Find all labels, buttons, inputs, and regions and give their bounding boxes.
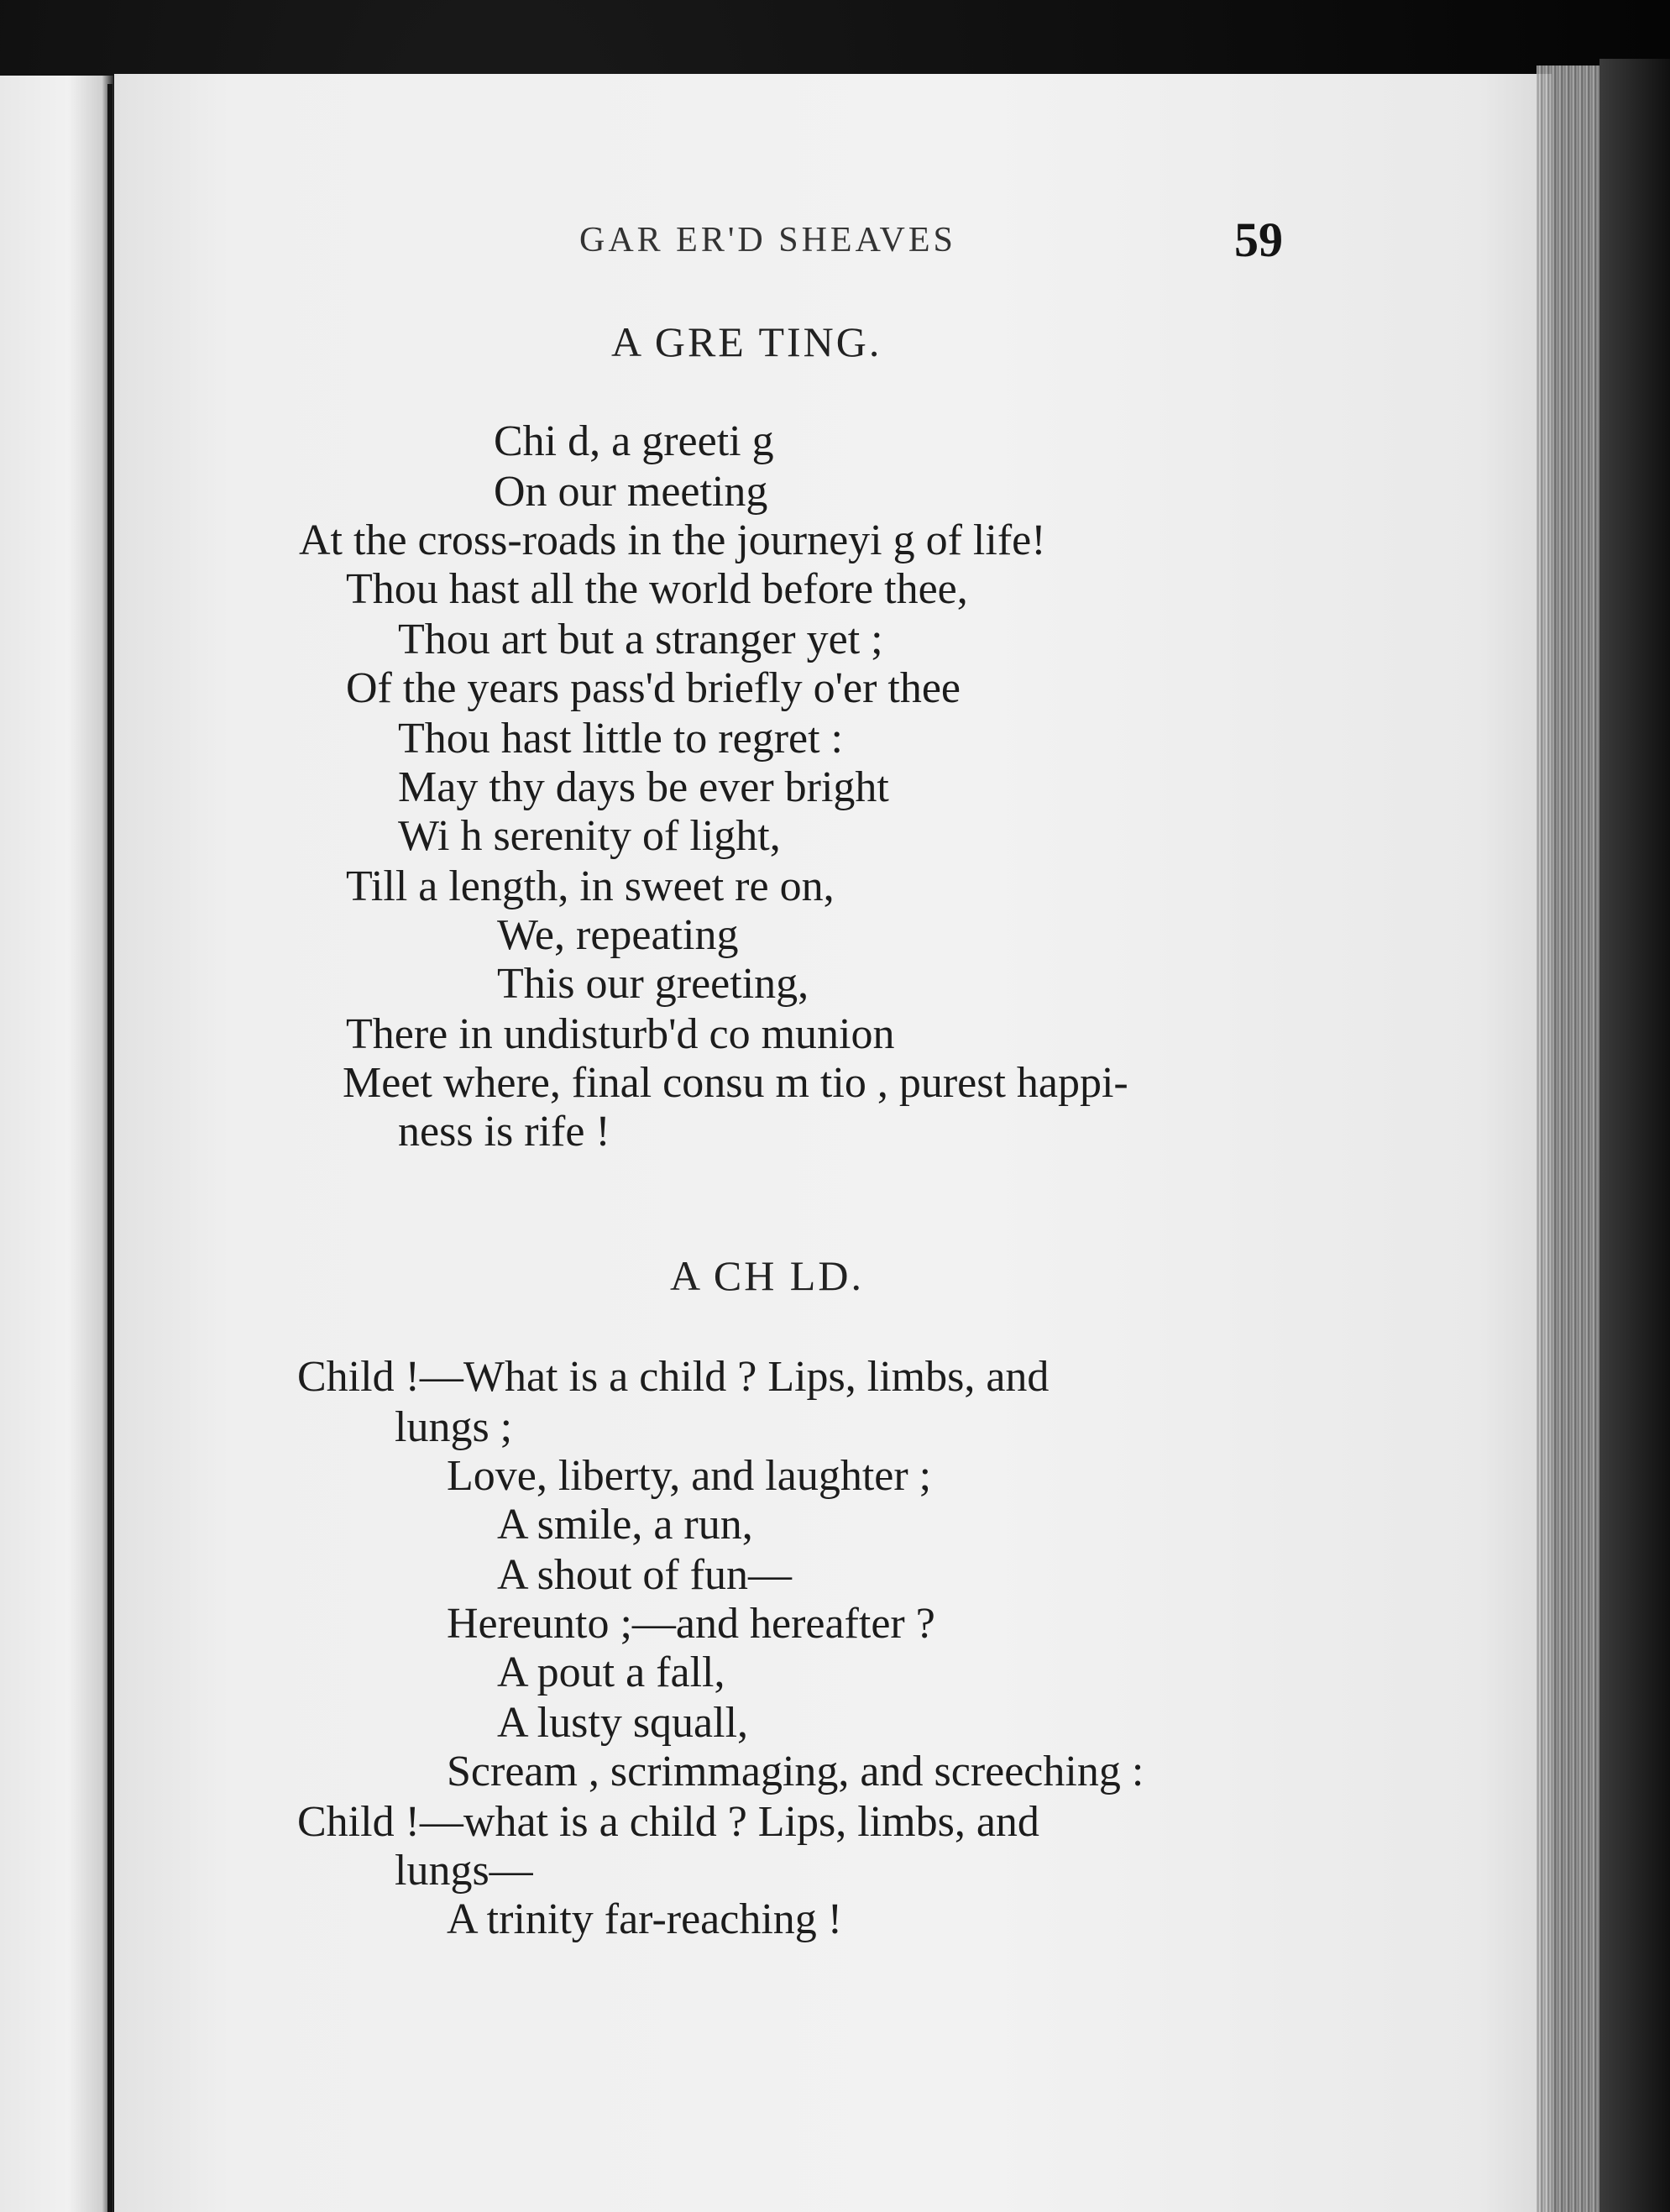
poem-line: Love, liberty, and laughter ; [447, 1452, 932, 1500]
running-head: GAR ER'D SHEAVES [579, 221, 956, 259]
poem-title-greeting: A GRE TING. [611, 318, 882, 365]
page-number: 59 [1234, 212, 1283, 267]
page-sheet [114, 74, 1552, 2212]
book-cover-edge [1599, 59, 1670, 2212]
poem-line: lungs ; [395, 1403, 513, 1451]
poem-line: Child !—What is a child ? Lips, limbs, and [297, 1353, 1050, 1401]
poem-line: We, repeating [497, 911, 739, 959]
poem-line: ness is rife ! [398, 1108, 610, 1156]
poem-line: Hereunto ;—and hereafter ? [447, 1600, 935, 1648]
poem-line: A trinity far-reaching ! [447, 1895, 843, 1943]
poem-line: May thy days be ever bright [398, 763, 889, 811]
poem-line: Scream , scrimmaging, and screeching : [447, 1748, 1144, 1795]
poem-line: A shout of fun— [497, 1551, 792, 1599]
poem-line: At the cross-roads in the journeyi g of life! [299, 516, 1046, 564]
poem-line: Chi d, a greeti g [494, 417, 774, 465]
poem-line: This our greeting, [497, 960, 809, 1008]
poem-line: Wi h serenity of light, [398, 812, 781, 860]
poem-line: Thou hast all the world before thee, [346, 565, 968, 613]
poem-line: There in undisturb'd co munion [346, 1010, 895, 1058]
binding-gutter [107, 84, 113, 2212]
poem-line: Child !—what is a child ? Lips, limbs, and [297, 1798, 1039, 1846]
poem-line: A lusty squall, [497, 1699, 749, 1747]
poem-line: Thou hast little to regret : [398, 715, 843, 763]
poem-line: A pout a fall, [497, 1649, 725, 1696]
poem-line: On our meeting [494, 468, 768, 516]
poem-line: A smile, a run, [497, 1501, 753, 1549]
poem-line: Thou art but a stranger yet ; [398, 616, 883, 663]
poem-line: Meet where, final consu m tio , purest happi- [343, 1059, 1128, 1107]
facing-page-edge [0, 76, 113, 2212]
poem-line: lungs— [395, 1847, 533, 1895]
poem-title-child: A CH LD. [670, 1252, 864, 1299]
poem-line: Of the years pass'd briefly o'er thee [346, 664, 961, 712]
poem-line: Till a length, in sweet re on, [346, 862, 835, 910]
